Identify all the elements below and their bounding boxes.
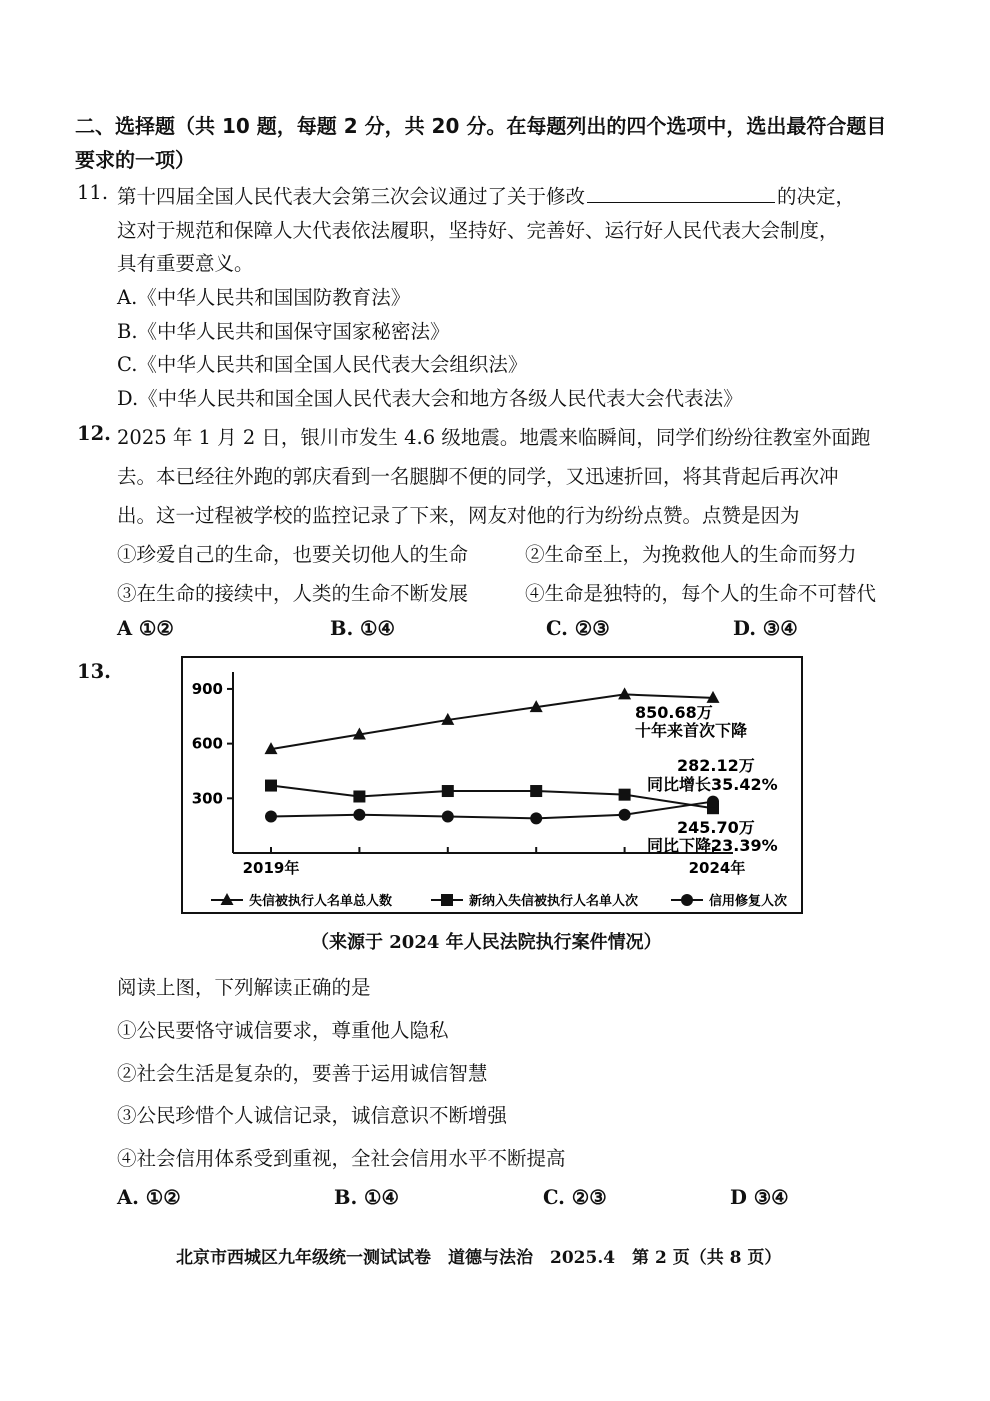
option-c: C.《中华人民共和国全国人民代表大会组织法》 (117, 353, 528, 376)
circle-point (530, 812, 542, 824)
stem-text: 的决定， (777, 185, 856, 208)
question-number: 12. (77, 422, 111, 445)
x-tick-label: 2019年 (242, 859, 300, 877)
line-chart-frame (181, 656, 803, 914)
question-stem-line3: 出。这一过程被学校的监控记录了下来，网友对他的行为纷纷点赞。点赞是因为 (117, 504, 800, 527)
question-prompt: 阅读上图，下列解读正确的是 (117, 976, 371, 999)
option-b: B.《中华人民共和国保守国家秘密法》 (117, 320, 450, 343)
line-chart (183, 658, 801, 912)
statement-4: ④社会信用体系受到重视，全社会信用水平不断提高 (117, 1147, 566, 1170)
choice-c: C. ②③ (546, 617, 610, 640)
choice-c: C. ②③ (543, 1186, 607, 1209)
choice-b: B. ①④ (334, 1186, 400, 1209)
circle-point (619, 809, 631, 821)
statement-3: ③在生命的接续中，人类的生命不断发展 (117, 582, 469, 605)
annotation-text: 同比下降23.39% (647, 836, 778, 855)
statement-3: ③公民珍惜个人诚信记录，诚信意识不断增强 (117, 1104, 508, 1127)
x-tick-label: 2024年 (688, 859, 746, 877)
statement-1: ①公民要恪守诚信要求，尊重他人隐私 (117, 1019, 449, 1042)
annotation-text: 850.68万 (635, 703, 713, 722)
y-tick-label: 300 (191, 789, 223, 808)
annotation-text: 十年来首次下降 (635, 721, 748, 740)
statement-4: ④生命是独特的，每个人的生命不可替代 (525, 582, 877, 605)
question-number: 11. (77, 181, 109, 204)
section-heading-line2: 要求的一项） (75, 148, 195, 172)
option-a: A.《中华人民共和国国防教育法》 (117, 286, 411, 309)
question-number: 13. (77, 660, 111, 683)
statement-2: ②生命至上，为挽救他人的生命而努力 (525, 543, 857, 566)
choice-d: D. ③④ (733, 617, 798, 640)
circle-point (265, 811, 277, 823)
series-line-circle (271, 802, 713, 819)
legend-label: 失信被执行人名单总人数 (249, 894, 393, 909)
chart-annotations (635, 703, 778, 855)
square-point (353, 790, 365, 802)
choice-a: A. ①② (117, 1186, 181, 1209)
square-point (619, 789, 631, 801)
square-point (442, 785, 454, 797)
choice-b: B. ①④ (330, 617, 396, 640)
stem-text: 第十四届全国人民代表大会第三次会议通过了关于修改 (117, 185, 586, 208)
page-footer: 北京市西城区九年级统一测试试卷 道德与法治 2025.4 第 2 页（共 8 页） (176, 1248, 782, 1268)
chart-legend (211, 893, 787, 909)
legend-label: 新纳入失信被执行人名单人次 (469, 894, 639, 909)
annotation-text: 245.70万 (677, 818, 755, 837)
y-tick-label: 600 (191, 734, 223, 753)
square-point (441, 894, 453, 906)
triangle-point (618, 687, 631, 699)
question-stem-line1: 2025 年 1 月 2 日，银川市发生 4.6 级地震。地震来临瞬间，同学们纷纷往教室外面跑 (117, 426, 871, 449)
circle-point (707, 796, 719, 808)
option-d: D.《中华人民共和国全国人民代表大会和地方各级人民代表大会代表法》 (117, 387, 743, 410)
statement-2: ②社会生活是复杂的，要善于运用诚信智慧 (117, 1062, 488, 1085)
circle-point (681, 894, 693, 906)
answer-blank (587, 184, 775, 203)
question-stem-line1 (117, 181, 855, 209)
annotation-text: 同比增长35.42% (647, 775, 778, 794)
section-heading-line1: 二、选择题（共 10 题，每题 2 分，共 20 分。在每题列出的四个选项中，选出最符合题目 (75, 114, 887, 138)
y-tick-label: 900 (191, 679, 223, 698)
circle-point (353, 809, 365, 821)
circle-point (442, 811, 454, 823)
square-point (530, 785, 542, 797)
chart-source: （来源于 2024 年人民法院执行案件情况） (311, 932, 662, 953)
statement-1: ①珍爱自己的生命，也要关切他人的生命 (117, 543, 469, 566)
question-stem-line2: 这对于规范和保障人大代表依法履职，坚持好、完善好、运行好人民代表大会制度， (117, 219, 839, 242)
square-point (265, 780, 277, 792)
annotation-text: 282.12万 (677, 756, 755, 775)
question-stem-line2: 去。本已经往外跑的郭庆看到一名腿脚不便的同学，又迅速折回，将其背起后再次冲 (117, 465, 839, 488)
question-stem-line3: 具有重要意义。 (117, 252, 254, 275)
choice-d: D ③④ (730, 1186, 789, 1209)
legend-label: 信用修复人次 (709, 894, 788, 909)
choice-a: A ①② (117, 617, 174, 640)
